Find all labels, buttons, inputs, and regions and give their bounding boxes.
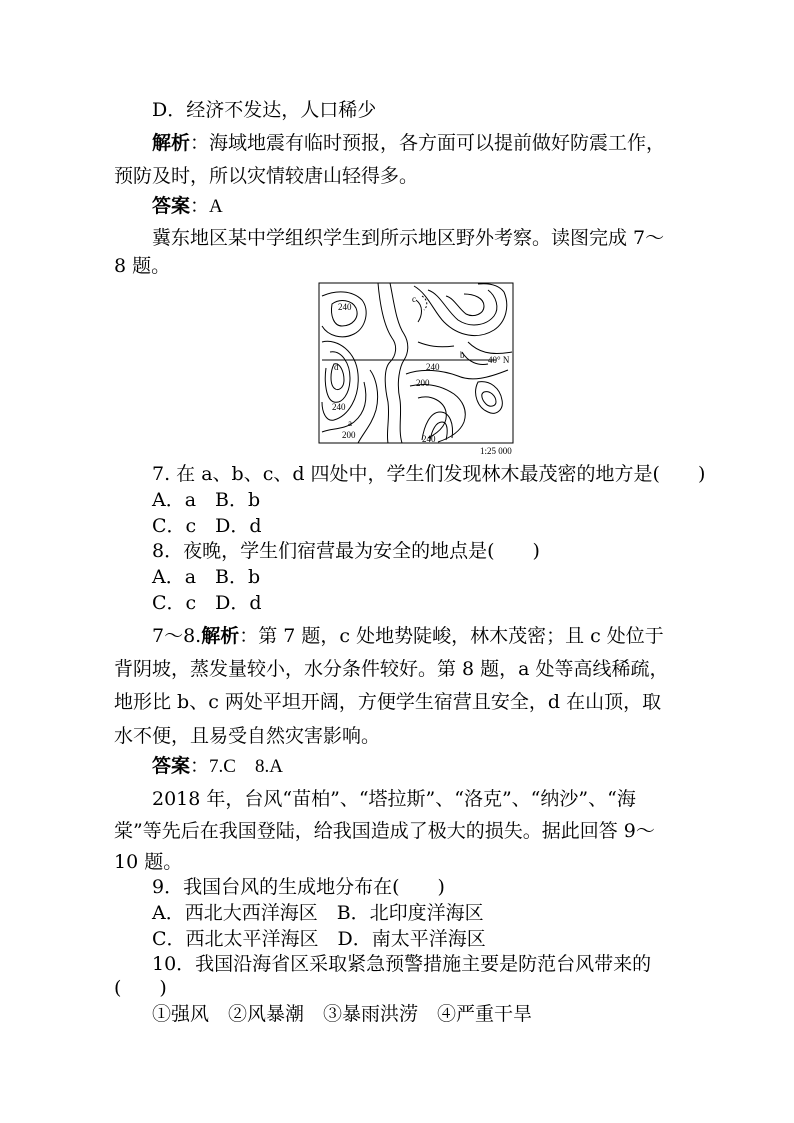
contour-map [318,282,516,458]
scale-label: 1:25 000 [480,446,512,456]
q8-options-ab: A．a B．b [152,566,261,588]
q8-stem: 8．夜晚，学生们宿营最为安全的地点是( ) [152,540,540,562]
contour-line [358,370,378,443]
point-label-c: c [412,294,416,304]
contour-line [428,290,497,325]
q6-analysis-line1: 解析：海域地震有临时预报，各方面可以提前做好防震工作， [152,132,666,154]
q7-stem: 7. 在 a、b、c、d 四处中，学生们发现林木最茂密的地方是( ) [152,463,706,485]
intro-7-8-line1: 冀东地区某中学组织学生到所示地区野外考察。读图完成 7～ [152,227,665,249]
contour-line [325,352,350,402]
point-label-a: a [348,418,352,428]
contour-line [390,283,408,443]
q6-option-d: D．经济不发达，人口稀少 [152,99,377,121]
q9-stem: 9．我国台风的生成地分布在( ) [152,876,445,898]
intro-9-10-line2: 棠”等先后在我国登陆，给我国造成了极大的损失。据此回答 9～ [114,820,655,842]
contour-line [414,284,507,336]
q9-options-cd: C．西北太平洋海区 D．南太平洋海区 [152,928,486,950]
a78-line3: 地形比 b、c 两处平坦开阔，方便学生宿营且安全，d 在山顶，取 [114,691,662,713]
contour-line [476,382,503,414]
q8-options-cd: C．c D．d [152,592,262,614]
point-label-d: d [334,362,339,372]
q10-stem: 10．我国沿海省区采取紧急预警措施主要是防范台风带来的 [152,953,652,975]
a78-answer: 答案：7.C 8.A [152,755,283,777]
contour-line [418,342,454,347]
q7-options-ab: A．a B．b [152,489,261,511]
contour-label: 240 [426,362,440,372]
latitude-label: 40° N [488,355,510,365]
q9-options-ab: A．西北大西洋海区 B．北印度洋海区 [152,902,484,924]
contour-line [422,296,427,310]
contour-map-svg [318,282,516,458]
analysis-label: 解析 [152,132,191,154]
analysis-label: 解析 [201,625,240,647]
contour-line [468,342,512,354]
answer-label: 答案 [152,195,191,217]
intro-7-8-line2: 8 题。 [114,255,171,277]
q7-options-cd: C．c D．d [152,515,262,537]
contour-line [462,352,488,365]
contour-line [446,294,484,316]
answer-label: 答案 [152,755,191,777]
a78-line1: 7～8.解析：第 7 题，c 处地势陡峻，林木茂密；且 c 处位于 [152,625,664,647]
intro-9-10-line1: 2018 年，台风“苗柏”、“塔拉斯”、“洛克”、“纳沙”、“海 [152,788,636,810]
contour-line [378,283,396,443]
contour-label: 200 [342,430,356,440]
a78-line4: 水不便，且易受自然灾害影响。 [114,725,381,747]
contour-line [322,292,366,337]
contour-line [416,300,422,322]
contour-label: 240 [338,302,352,312]
q10-blank: ( ) [114,977,167,999]
contour-line [482,392,496,407]
q6-answer: 答案：A [152,195,223,217]
point-label-b: b [460,350,465,360]
contour-label: 240 [332,402,346,412]
a78-line2: 背阴坡，蒸发量较小，水分条件较好。第 8 题，a 处等高线稀疏， [114,658,669,680]
intro-9-10-line3: 10 题。 [114,851,183,873]
contour-line [410,384,465,442]
q6-analysis-line2: 预防及时，所以灾情较唐山轻得多。 [114,165,419,187]
q10-items: ①强风 ②风暴潮 ③暴雨洪涝 ④严重干旱 [152,1003,533,1025]
contour-label: 240 [422,434,436,444]
contour-label: 200 [416,378,430,388]
